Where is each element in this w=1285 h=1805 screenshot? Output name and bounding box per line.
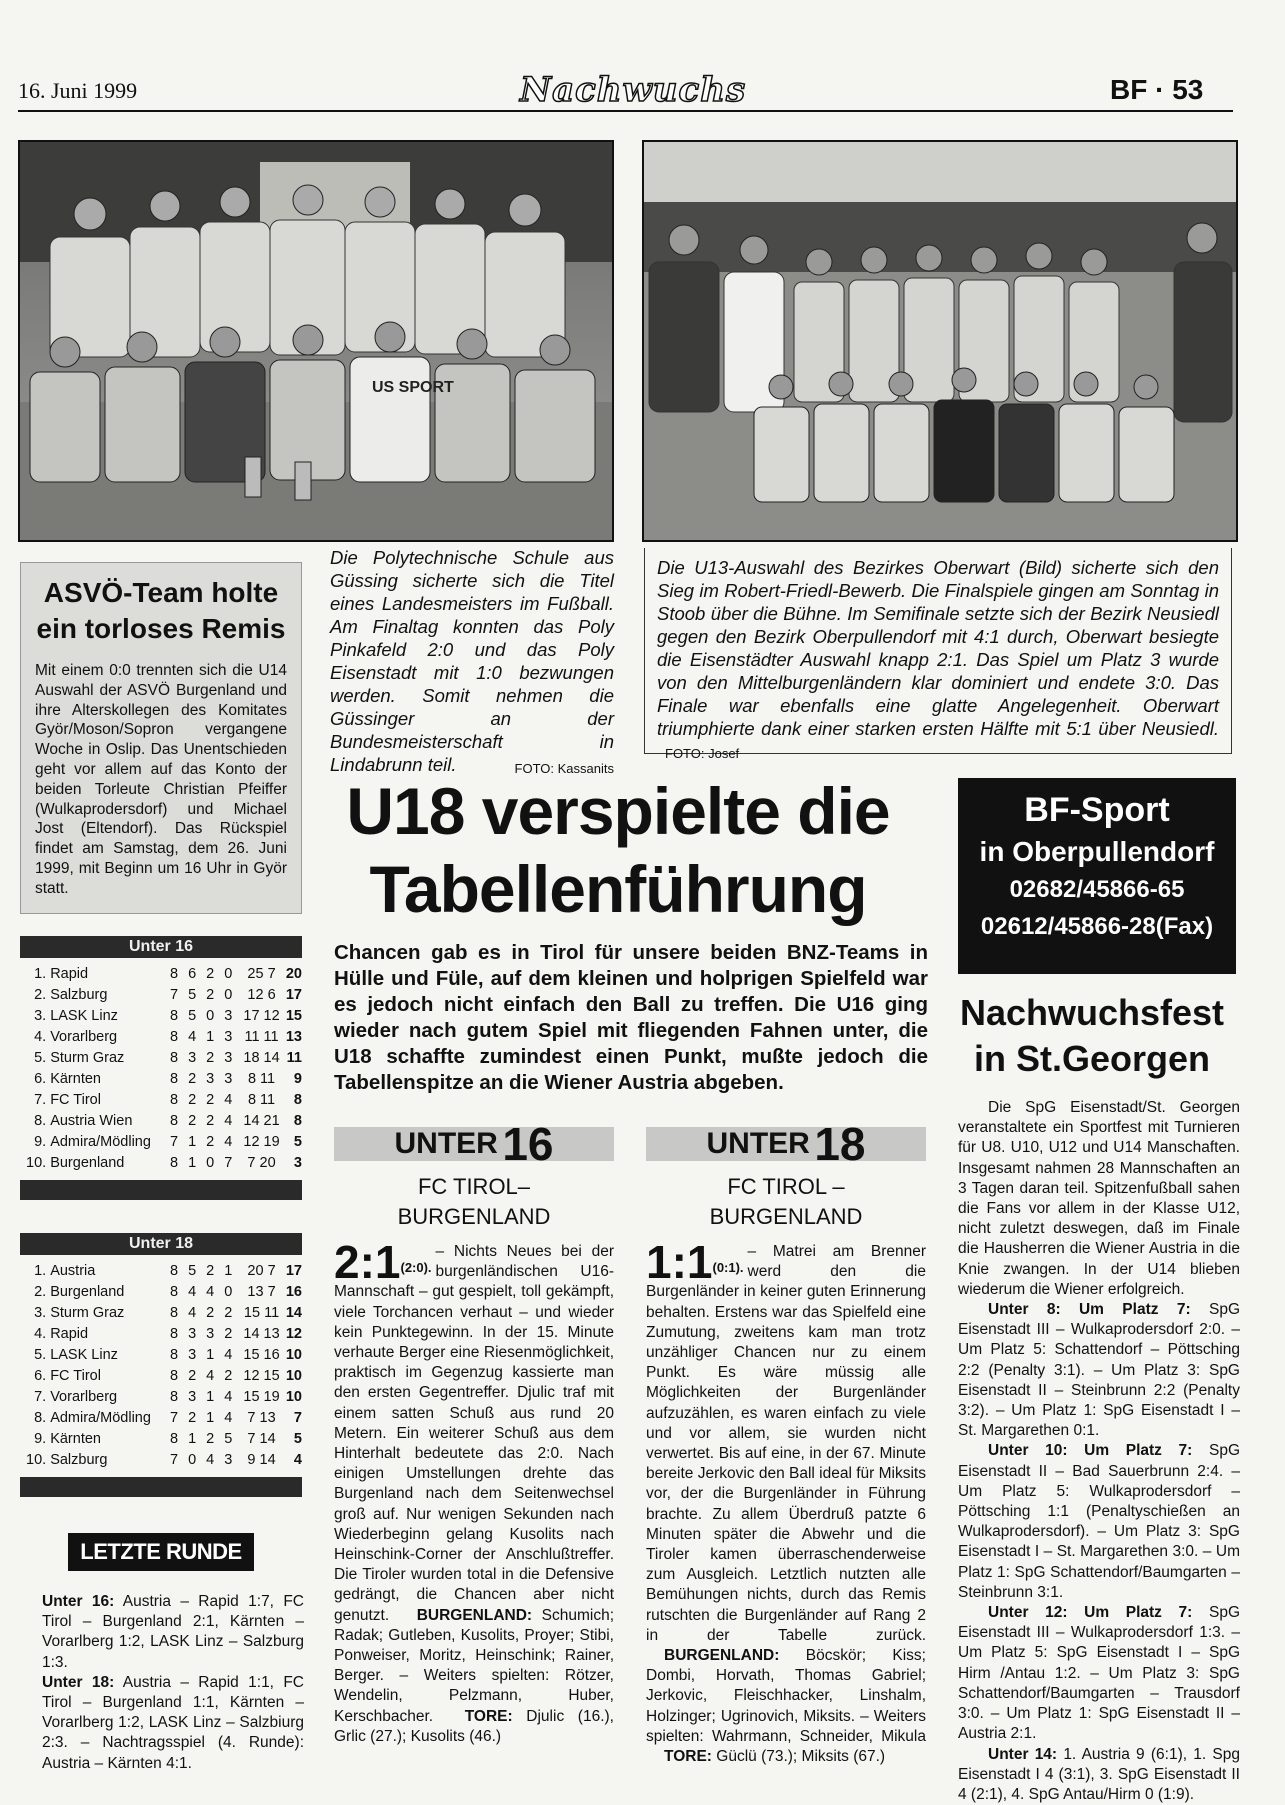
table-row <box>20 1027 302 1048</box>
match-u16-text: – Nichts Neues bei der burgenländischen U16-Mannschaft – gut gespielt, toll gekämpft, viele Torchancen verhaut – und wieder kein Punktegewinn. In der 15. Minute verhaute Berger eine Riesenmöglichkeit, praktisch im Gegenzug kassierte man den ersten Gegentreffer. Djulic traf mit einem satten Schuß aus rund 20 Metern. Ein weiterer Schuß aus dem Hinterhalt bedeutete das 2:0. Nach einigen Umstellungen drehte das Burgenland nach dem Seitenwechsel groß auf. Nur wenigen Sekunden nach Wiederbeginn gelang Kusolits nach Heinschink-Corner der Anschlußtreffer. Die Tiroler wurden total in die Defensive gedrängt, die Chancen aber nicht genutzt. <box>334 1243 614 1624</box>
table-row <box>20 1261 302 1282</box>
table-cell-losses: 0 <box>219 964 237 985</box>
table-cell-goals: 8 11 <box>237 1069 285 1090</box>
match-u16-report <box>334 1242 614 1747</box>
table-cell-losses: 3 <box>219 1069 237 1090</box>
fest-u14-text: 1. Austria 9 (6:1), 1. Spg Eisenstadt I 4 (3:1), 3. SpG Eisenstadt II 4 (2:1), 4. SpG Antau/Hirm 0 (1:9). <box>958 1746 1240 1803</box>
match-u18-line-1: FC TIROL – <box>646 1172 926 1202</box>
table-cell-wins: 3 <box>183 1387 201 1408</box>
table-cell-goals: 9 14 <box>237 1450 285 1471</box>
asvo-text: Mit einem 0:0 trennten sich die U14 Auswahl der ASVÖ Burgenland und ihre Alterskollegen des Komitates Györ/Moson/Sopron vergangene Woche in Oslip. Das Unentschieden geht vor allem auf das Konto der beiden Torleute Christian Pfeiffer (Wulkaprodersdorf) und Michael Jost (Eltendorf). Das Rückspiel findet am Samstag, dem 26. Juni 1999, mit Beginn um 16 Uhr in Györ statt. <box>35 661 287 899</box>
table-u18-rows <box>20 1261 302 1471</box>
table-cell-draws: 2 <box>201 1048 219 1069</box>
table-cell-team: Salzburg <box>50 985 165 1006</box>
table-cell-wins: 3 <box>183 1345 201 1366</box>
table-cell-games: 8 <box>165 1090 183 1111</box>
table-cell-goals: 8 11 <box>237 1090 285 1111</box>
table-cell-wins: 3 <box>183 1048 201 1069</box>
table-row <box>20 1345 302 1366</box>
match-u16-lineup: Schumich; Radak; Gutleben, Kusolits, Proyer; Stibi, Ponweiser, Moritz, Heinschink; Rainer, Berger. – Weiters spielten: Rötzer, Wendelin, Pelzmann, Huber, Kerschbacher. <box>334 1607 614 1725</box>
table-cell-position: 8. <box>20 1408 50 1429</box>
table-cell-goals: 18 14 <box>237 1048 285 1069</box>
fest-u14 <box>958 1745 1240 1805</box>
match-u18-text: – Matrei am Brenner werd den die Burgenländer in keiner guten Erinnerung behalten. Erstens war das Spielfeld eine Zumutung, zweitens kam man trotz unzähliger Chancen nur zu einem Punkt. Es wäre müssig alle Möglichkeiten der Burgenländer aufzuzählen, es waren einfach zu viele und vor allem, sie wurden nicht verwertet. Bis auf eine, in der 67. Minute bereite Jerkovic den Ball ideal für Miksits vor, der die Burgenländer in Führung brachte. Zu allem Überdruß patzte 6 Minuten später die Abwehr und die Tiroler kamen überraschenderweise zum Ausgleich. Letztlich nutzten alle Bemühungen nichts, durch das Remis rutschten die Burgenländer auf Rang 2 in der Tabelle zurück. <box>646 1243 926 1644</box>
table-cell-wins: 1 <box>183 1153 201 1174</box>
table-cell-draws: 0 <box>201 1006 219 1027</box>
letzte-runde-text <box>42 1592 304 1774</box>
fest-u10-text: SpG Eisenstadt II – Bad Sauerbrunn 2:4. – Um Platz 5: Wulkaprodersdorf – Pöttsching 1:1 (Penaltyschießen an Wulkaprodersdorf). – Um Platz 3: SpG Eisenstadt I – St. Margarethen 3:0. – Um Platz 1: SpG Schattendorf/Baumgarten – Steinbrunn 3:1. <box>958 1442 1240 1600</box>
table-cell-team: Austria Wien <box>50 1111 165 1132</box>
table-cell-draws: 4 <box>201 1366 219 1387</box>
table-cell-wins: 2 <box>183 1111 201 1132</box>
table-row <box>20 1153 302 1174</box>
table-cell-points: 9 <box>286 1069 302 1090</box>
bf-sport-phone: 02682/45866-65 <box>958 872 1236 908</box>
table-cell-position: 7. <box>20 1090 50 1111</box>
fest-u8-text: SpG Eisenstadt III – Wulkaprodersdorf 2:0. – Um Platz 5: Schattendorf – Pöttsching 2:2 (Penalty 3:1). – Um Platz 3: SpG Eisenstadt II – Steinbrunn 2:2 (Penalty 3:2). – Um Platz 1: SpG Eisenstadt I – St. Margarethen 0:1. <box>958 1301 1240 1439</box>
fest-intro: Die SpG Eisenstadt/St. Georgen veranstaltete ein Sportfest mit Turnieren für U8. U10, U12 und U14 Manschaften. Insgesamt nahmen 28 Mannschaften an 3 Tagen daran teil. Spitzenfußball sahen die Fans vor allem in der Klasse U12, nicht zuletzt deswegen, daß im Finale die Hausherren die Wiener Austria in die Knie zwangen. In der U14 blieben wiederum die Wiener erfolgreich. <box>958 1098 1240 1300</box>
match-u18-lineup: Böcskör; Kiss; Dombi, Horvath, Thomas Gabriel; Jerkovic, Fleischhacker, Linshalm, Holzinger; Ugrinovich, Miksits. – Weiters spielten: Wahrmann, Schneider, Mikula <box>646 1647 926 1745</box>
table-cell-draws: 2 <box>201 1261 219 1282</box>
table-cell-team: Austria <box>50 1261 165 1282</box>
table-cell-wins: 1 <box>183 1132 201 1153</box>
table-cell-goals: 15 19 <box>237 1387 285 1408</box>
table-cell-losses: 2 <box>219 1366 237 1387</box>
table-cell-games: 8 <box>165 1261 183 1282</box>
issue-date: 16. Juni 1999 <box>18 78 137 104</box>
match-u16-halftime: (2:0). <box>400 1260 431 1275</box>
caption-u13 <box>644 548 1232 754</box>
fest-headline <box>942 990 1242 1082</box>
lr-u18-label: Unter 18: <box>42 1674 114 1691</box>
table-cell-points: 13 <box>286 1027 302 1048</box>
table-cell-draws: 2 <box>201 1132 219 1153</box>
table-cell-wins: 2 <box>183 1408 201 1429</box>
table-cell-draws: 2 <box>201 1111 219 1132</box>
table-cell-wins: 0 <box>183 1450 201 1471</box>
table-cell-games: 8 <box>165 964 183 985</box>
table-cell-wins: 4 <box>183 1027 201 1048</box>
table-cell-position: 2. <box>20 985 50 1006</box>
table-cell-goals: 12 19 <box>237 1132 285 1153</box>
table-cell-position: 2. <box>20 1282 50 1303</box>
table-cell-goals: 14 21 <box>237 1111 285 1132</box>
table-cell-points: 15 <box>286 1006 302 1027</box>
table-cell-losses: 2 <box>219 1303 237 1324</box>
table-row <box>20 1387 302 1408</box>
fest-headline-line-1: Nachwuchsfest <box>942 990 1242 1036</box>
table-cell-position: 10. <box>20 1153 50 1174</box>
table-u16-footer-bar <box>20 1180 302 1200</box>
table-cell-games: 8 <box>165 1324 183 1345</box>
table-cell-goals: 11 11 <box>237 1027 285 1048</box>
table-cell-points: 17 <box>286 1261 302 1282</box>
table-cell-draws: 3 <box>201 1324 219 1345</box>
fest-text <box>958 1098 1240 1805</box>
match-u18-title <box>646 1172 926 1232</box>
table-row <box>20 1048 302 1069</box>
table-cell-points: 11 <box>286 1048 302 1069</box>
table-cell-points: 17 <box>286 985 302 1006</box>
table-cell-position: 6. <box>20 1366 50 1387</box>
table-cell-losses: 0 <box>219 985 237 1006</box>
asvo-headline-2: ein torloses Remis <box>35 611 287 647</box>
table-cell-games: 8 <box>165 1303 183 1324</box>
table-cell-position: 1. <box>20 964 50 985</box>
table-cell-wins: 4 <box>183 1303 201 1324</box>
table-cell-games: 8 <box>165 1345 183 1366</box>
table-cell-wins: 2 <box>183 1366 201 1387</box>
match-u16-line-1: FC TIROL– <box>334 1172 614 1202</box>
match-u16-goals-label: TORE: <box>465 1708 513 1725</box>
table-u18-title: Unter 18 <box>20 1233 302 1255</box>
table-cell-points: 5 <box>286 1132 302 1153</box>
table-cell-draws: 1 <box>201 1387 219 1408</box>
table-cell-position: 8. <box>20 1111 50 1132</box>
table-cell-losses: 3 <box>219 1027 237 1048</box>
fest-u14-label: Unter 14: <box>988 1746 1057 1763</box>
table-cell-draws: 2 <box>201 1090 219 1111</box>
table-cell-wins: 1 <box>183 1429 201 1450</box>
table-cell-draws: 1 <box>201 1027 219 1048</box>
main-headline-line-1: U18 verspielte die <box>318 772 918 850</box>
fest-headline-line-2: in St.Georgen <box>942 1036 1242 1082</box>
table-cell-points: 10 <box>286 1345 302 1366</box>
section-title: Nachwuchs <box>520 70 746 110</box>
table-cell-games: 7 <box>165 1132 183 1153</box>
main-headline-line-2: Tabellenführung <box>318 850 918 928</box>
table-row <box>20 1408 302 1429</box>
table-cell-losses: 3 <box>219 1048 237 1069</box>
table-cell-position: 4. <box>20 1324 50 1345</box>
table-row <box>20 985 302 1006</box>
match-u16-goals: Djulic (16.), Grlic (27.); Kusolits (46.) <box>334 1708 614 1745</box>
table-cell-losses: 4 <box>219 1345 237 1366</box>
main-lead: Chancen gab es in Tirol für unsere beiden BNZ-Teams in Hülle und Füle, auf dem kleinen und holprigen Spielfeld war es jedoch nicht einfach den Ball zu treffen. Die U16 ging wieder nach gutem Spiel mit fliegenden Fahnen unter, die U18 schaffte zumindest einen Punkt, mußte jedoch die Tabellenspitze an die Wiener Austria abgeben. <box>334 940 928 1096</box>
fest-u12 <box>958 1603 1240 1744</box>
team-photo-u13-oberwart <box>642 140 1238 542</box>
table-cell-losses: 3 <box>219 1006 237 1027</box>
table-cell-games: 8 <box>165 1006 183 1027</box>
table-cell-games: 8 <box>165 1069 183 1090</box>
table-row <box>20 1450 302 1471</box>
table-row <box>20 1366 302 1387</box>
table-u16 <box>20 936 302 1200</box>
fest-u12-label: Unter 12: Um Platz 7: <box>988 1604 1192 1621</box>
table-cell-points: 10 <box>286 1387 302 1408</box>
table-row <box>20 964 302 985</box>
table-cell-games: 7 <box>165 985 183 1006</box>
section-unter-16 <box>334 1127 614 1161</box>
table-cell-points: 4 <box>286 1450 302 1471</box>
table-cell-team: FC Tirol <box>50 1090 165 1111</box>
table-cell-team: Rapid <box>50 1324 165 1345</box>
table-cell-games: 8 <box>165 1387 183 1408</box>
table-cell-team: Rapid <box>50 964 165 985</box>
table-cell-losses: 5 <box>219 1429 237 1450</box>
match-u16-score <box>334 1242 432 1282</box>
table-cell-points: 16 <box>286 1282 302 1303</box>
caption-u13-credit: FOTO: Josef <box>665 746 739 761</box>
section-unter-18 <box>646 1127 926 1161</box>
table-cell-points: 8 <box>286 1111 302 1132</box>
table-cell-team: LASK Linz <box>50 1006 165 1027</box>
table-cell-losses: 1 <box>219 1261 237 1282</box>
table-cell-losses: 7 <box>219 1153 237 1174</box>
table-cell-games: 8 <box>165 1429 183 1450</box>
caption-u13-text: Die U13-Auswahl des Bezirkes Oberwart (Bild) sicherte sich den Sieg im Robert-Friedl-Bewerb. Die Finalspiele gingen am Sonntag in Stoob über die Bühne. Im Semifinale setzte sich der Bezirk Neusiedl gegen den Bezirk Oberpullendorf mit 4:1 durch, Oberwart besiegte die Eisenstädter Auswahl knapp 2:1. Das Spiel um Platz 3 wurde von den Mittelburgenländern klar dominiert und endete 3:0. Das Finale war ebenfalls eine glatte Angelegenheit. Oberwart triumphierte dank einer starken ersten Hälfte mit 5:1 über Neusiedl. <box>657 557 1219 739</box>
section-unter-18-label: UNTER <box>707 1127 810 1160</box>
table-cell-draws: 2 <box>201 1429 219 1450</box>
table-cell-wins: 2 <box>183 1069 201 1090</box>
table-cell-position: 3. <box>20 1303 50 1324</box>
match-u18-goals-label: TORE: <box>664 1748 712 1765</box>
table-row <box>20 1324 302 1345</box>
bf-sport-location: in Oberpullendorf <box>958 832 1236 872</box>
table-cell-losses: 2 <box>219 1324 237 1345</box>
table-cell-points: 5 <box>286 1429 302 1450</box>
table-cell-points: 8 <box>286 1090 302 1111</box>
bf-sport-title: BF-Sport <box>958 788 1236 832</box>
table-cell-draws: 1 <box>201 1408 219 1429</box>
caption-poly-credit: FOTO: Kassanits <box>515 757 614 780</box>
table-cell-losses: 4 <box>219 1090 237 1111</box>
fest-u8-label: Unter 8: Um Platz 7: <box>988 1301 1191 1318</box>
table-cell-position: 5. <box>20 1345 50 1366</box>
table-row <box>20 1303 302 1324</box>
table-cell-goals: 14 13 <box>237 1324 285 1345</box>
table-cell-games: 8 <box>165 1048 183 1069</box>
table-cell-team: Admira/Mödling <box>50 1408 165 1429</box>
table-cell-team: Salzburg <box>50 1450 165 1471</box>
jersey-text: US SPORT <box>372 379 454 396</box>
table-cell-position: 10. <box>20 1450 50 1471</box>
table-cell-points: 20 <box>286 964 302 985</box>
table-cell-team: Admira/Mödling <box>50 1132 165 1153</box>
fest-u8 <box>958 1300 1240 1441</box>
match-u18-goals: Güclü (73.); Miksits (67.) <box>716 1748 885 1765</box>
table-cell-games: 8 <box>165 1366 183 1387</box>
table-cell-points: 3 <box>286 1153 302 1174</box>
table-cell-goals: 15 11 <box>237 1303 285 1324</box>
bf-sport-contact-box <box>958 778 1236 974</box>
table-u18 <box>20 1233 302 1497</box>
fest-u10 <box>958 1441 1240 1603</box>
table-row <box>20 1111 302 1132</box>
table-row <box>20 1429 302 1450</box>
asvo-headline-1: ASVÖ-Team holte <box>35 575 287 611</box>
match-u18-line-2: BURGENLAND <box>646 1202 926 1232</box>
table-u18-footer-bar <box>20 1477 302 1497</box>
table-cell-losses: 3 <box>219 1450 237 1471</box>
match-u16-title <box>334 1172 614 1232</box>
table-cell-team: LASK Linz <box>50 1345 165 1366</box>
section-unter-18-num: 18 <box>814 1118 865 1170</box>
table-cell-draws: 0 <box>201 1153 219 1174</box>
table-cell-goals: 20 7 <box>237 1261 285 1282</box>
table-cell-position: 9. <box>20 1132 50 1153</box>
table-cell-draws: 2 <box>201 1303 219 1324</box>
table-cell-position: 1. <box>20 1261 50 1282</box>
table-cell-wins: 5 <box>183 1006 201 1027</box>
fest-u12-text: SpG Eisenstadt III – Wulkaprodersdorf 1:3. – Um Platz 5: SpG Eisenstadt I – SpG Hirm /Antau 1:2. – Um Platz 3: SpG Schattendorf/Baumgarten – Trausdorf 3:0. – Um Platz 1: SpG Eisenstadt II – Austria 2:1. <box>958 1604 1240 1742</box>
table-cell-games: 7 <box>165 1450 183 1471</box>
page-number: BF · 53 <box>1110 74 1203 106</box>
table-cell-losses: 0 <box>219 1282 237 1303</box>
table-cell-draws: 2 <box>201 985 219 1006</box>
bf-sport-fax: 02612/45866-28(Fax) <box>958 908 1236 946</box>
table-cell-points: 12 <box>286 1324 302 1345</box>
match-u18-report <box>646 1242 926 1767</box>
table-cell-draws: 4 <box>201 1282 219 1303</box>
table-cell-goals: 15 16 <box>237 1345 285 1366</box>
main-headline <box>318 772 918 928</box>
table-cell-losses: 4 <box>219 1387 237 1408</box>
table-cell-team: FC Tirol <box>50 1366 165 1387</box>
table-row <box>20 1132 302 1153</box>
table-cell-draws: 1 <box>201 1345 219 1366</box>
table-cell-games: 8 <box>165 1027 183 1048</box>
table-cell-points: 7 <box>286 1408 302 1429</box>
table-cell-position: 5. <box>20 1048 50 1069</box>
table-cell-goals: 13 7 <box>237 1282 285 1303</box>
table-cell-wins: 5 <box>183 985 201 1006</box>
table-cell-position: 4. <box>20 1027 50 1048</box>
table-cell-games: 8 <box>165 1282 183 1303</box>
table-cell-goals: 17 12 <box>237 1006 285 1027</box>
table-cell-points: 14 <box>286 1303 302 1324</box>
table-row <box>20 1282 302 1303</box>
table-cell-losses: 4 <box>219 1111 237 1132</box>
letzte-runde-title: LETZTE RUNDE <box>68 1533 254 1571</box>
match-u18-score <box>646 1242 744 1282</box>
table-cell-goals: 12 6 <box>237 985 285 1006</box>
lr-u16-label: Unter 16: <box>42 1593 114 1610</box>
section-unter-16-num: 16 <box>502 1118 553 1170</box>
table-row <box>20 1006 302 1027</box>
table-cell-position: 9. <box>20 1429 50 1450</box>
table-cell-goals: 25 7 <box>237 964 285 985</box>
table-cell-goals: 7 13 <box>237 1408 285 1429</box>
lr-u16-text: Austria – Rapid 1:7, FC Tirol – Burgenland 2:1, Kärnten – Vorarlberg 1:2, LASK Linz – Salzburg 1:3. <box>42 1593 304 1671</box>
team-photo-poly-guessing <box>18 140 614 542</box>
table-cell-team: Burgenland <box>50 1282 165 1303</box>
table-cell-games: 8 <box>165 1111 183 1132</box>
table-cell-wins: 2 <box>183 1090 201 1111</box>
table-cell-games: 7 <box>165 1408 183 1429</box>
table-cell-losses: 4 <box>219 1132 237 1153</box>
table-u16-rows <box>20 964 302 1174</box>
fest-u10-label: Unter 10: Um Platz 7: <box>988 1442 1192 1459</box>
table-cell-team: Vorarlberg <box>50 1387 165 1408</box>
table-cell-team: Sturm Graz <box>50 1303 165 1324</box>
table-cell-team: Vorarlberg <box>50 1027 165 1048</box>
table-cell-games: 8 <box>165 1153 183 1174</box>
team-photo-illustration-u13 <box>644 142 1236 540</box>
match-u18-lineup-label: BURGENLAND: <box>664 1647 779 1664</box>
header-rule <box>18 110 1233 112</box>
table-cell-goals: 7 20 <box>237 1153 285 1174</box>
table-row <box>20 1069 302 1090</box>
table-cell-position: 3. <box>20 1006 50 1027</box>
table-cell-goals: 12 15 <box>237 1366 285 1387</box>
match-u16-line-2: BURGENLAND <box>334 1202 614 1232</box>
table-cell-wins: 4 <box>183 1282 201 1303</box>
table-row <box>20 1090 302 1111</box>
table-cell-losses: 4 <box>219 1408 237 1429</box>
caption-poly-text: Die Polytechnische Schule aus Güssing sicherte sich die Titel eines Landesmeisters im Fußball. Am Finaltag konnten das Poly Pinkafeld 2:0 und das Poly Eisenstadt mit 1:0 bezwungen werden. Somit nehmen die Güssinger an der Bundesmeisterschaft in Lindabrunn teil. <box>330 547 614 775</box>
table-cell-wins: 5 <box>183 1261 201 1282</box>
table-cell-wins: 3 <box>183 1324 201 1345</box>
section-unter-16-label: UNTER <box>395 1127 498 1160</box>
table-cell-points: 10 <box>286 1366 302 1387</box>
table-cell-team: Kärnten <box>50 1429 165 1450</box>
table-cell-position: 6. <box>20 1069 50 1090</box>
table-u16-title: Unter 16 <box>20 936 302 958</box>
match-u18-score-value: 1:1 <box>646 1236 712 1288</box>
table-cell-team: Sturm Graz <box>50 1048 165 1069</box>
table-cell-draws: 3 <box>201 1069 219 1090</box>
table-cell-draws: 2 <box>201 964 219 985</box>
match-u16-score-value: 2:1 <box>334 1236 400 1288</box>
match-u16-lineup-label: BURGENLAND: <box>417 1607 532 1624</box>
team-photo-illustration <box>20 142 612 540</box>
lr-u18-text: Austria – Rapid 1:1, FC Tirol – Burgenland 1:1, Kärnten – Vorarlberg 1:2, LASK Linz – Salzbiurg 2:3. – Nachtragsspiel (4. Runde): Austria – Kärnten 4:1. <box>42 1674 304 1772</box>
table-cell-position: 7. <box>20 1387 50 1408</box>
table-cell-goals: 7 14 <box>237 1429 285 1450</box>
table-cell-draws: 4 <box>201 1450 219 1471</box>
table-cell-team: Burgenland <box>50 1153 165 1174</box>
match-u18-halftime: (0:1). <box>712 1260 743 1275</box>
caption-poly <box>330 546 614 780</box>
asvo-article <box>20 562 302 914</box>
table-cell-wins: 6 <box>183 964 201 985</box>
table-cell-team: Kärnten <box>50 1069 165 1090</box>
